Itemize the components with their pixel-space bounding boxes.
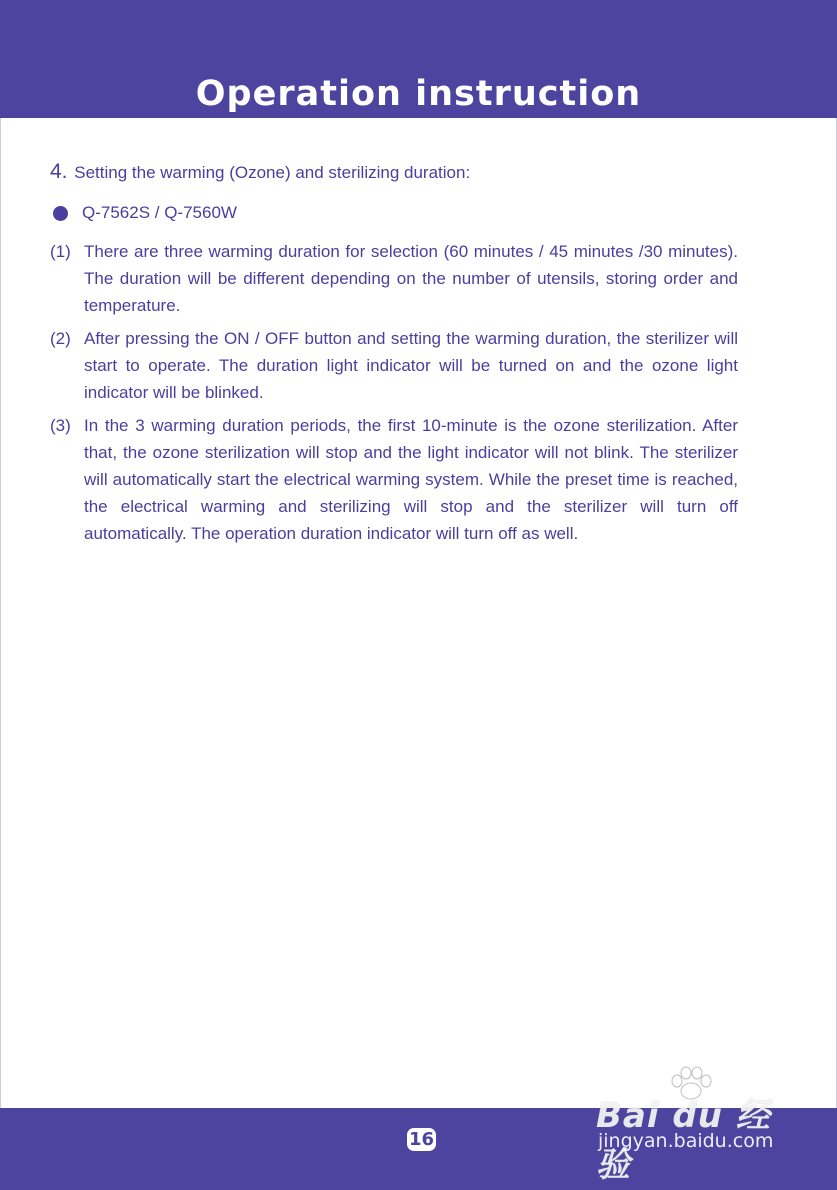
watermark-logo: Bai du 经验 [596, 1096, 771, 1185]
section-heading [50, 160, 470, 184]
section-number: 4. [50, 160, 68, 183]
list-item-text: There are three warming duration for selection (60 minutes / 45 minutes /30 minutes). The duration will be different depending on the number of utensils, storing order and temperature. [84, 242, 738, 315]
model-line [53, 203, 237, 223]
page-number: 16 [408, 1129, 435, 1150]
list-item [50, 238, 738, 319]
baidu-watermark [596, 1066, 796, 1185]
watermark-url: jingyan.baidu.com [598, 1130, 774, 1152]
list-item-text: After pressing the ON / OFF button and setting the warming duration, the sterilizer will start to operate. The duration light indicator will be turned on and the ozone light indicator will be blinked. [84, 329, 738, 402]
list-item-marker: (1) [50, 242, 71, 261]
list-item-marker: (3) [50, 416, 71, 435]
list-item [50, 412, 738, 547]
model-names: Q-7562S / Q-7560W [82, 203, 237, 222]
page-title: Operation instruction [195, 74, 642, 114]
bullet-icon [53, 206, 68, 221]
section-title: Setting the warming (Ozone) and sterilizing duration: [74, 163, 471, 182]
list-item-marker: (2) [50, 329, 71, 348]
list-item [50, 325, 738, 406]
list-item-text: In the 3 warming duration periods, the first 10-minute is the ozone sterilization. After that, the ozone sterilization will stop and the light indicator will not blink. The sterilizer will automatically start the electrical warming system. While the preset time is reached, the electrical warming and sterilizing will stop and the sterilizer will turn off automatically. The operation duration indicator will turn off as well. [84, 416, 738, 543]
page-header [0, 0, 837, 118]
